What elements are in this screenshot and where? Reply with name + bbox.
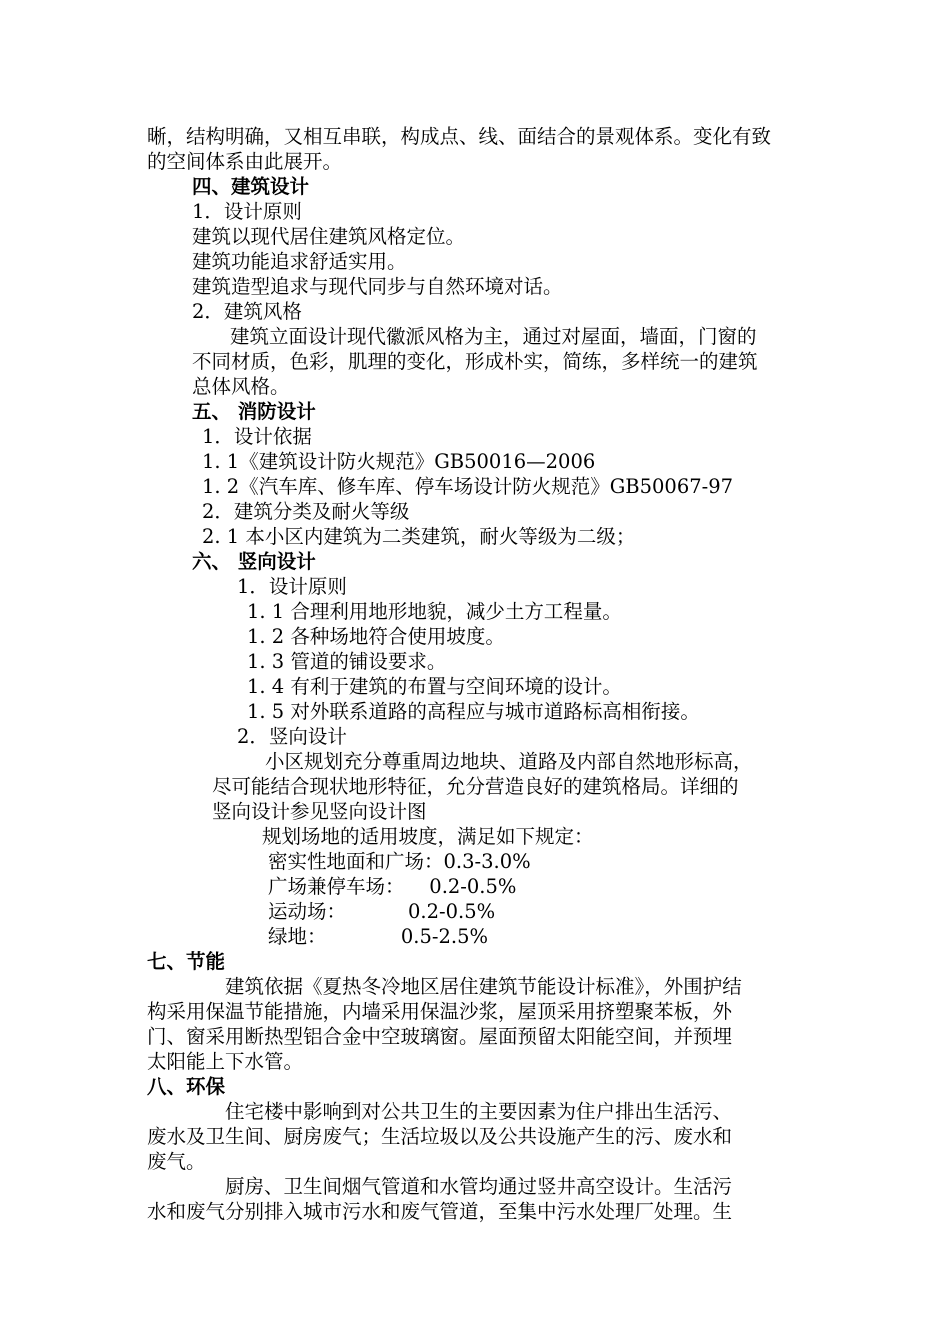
body-line: 小区规划充分尊重周边地块、道路及内部自然地形标高， bbox=[265, 750, 753, 773]
body-line: 废水及卫生间、厨房废气；生活垃圾以及公共设施产生的污、废水和 bbox=[147, 1125, 733, 1148]
body-line: 构采用保温节能措施，内墙采用保温沙浆，屋顶采用挤塑聚苯板，外 bbox=[147, 1000, 733, 1023]
reference-item: 1. 2《汽车库、修车库、停车场设计防火规范》GB50067-97 bbox=[202, 475, 734, 498]
body-line: 的空间体系由此展开。 bbox=[147, 150, 343, 173]
section-heading: 八、环保 bbox=[147, 1075, 226, 1098]
section-heading: 五、 消防设计 bbox=[192, 400, 316, 423]
list-item: 1. 2 各种场地符合使用坡度。 bbox=[247, 625, 505, 648]
list-item: 1. 1 合理利用地形地貌，减少土方工程量。 bbox=[247, 600, 622, 623]
body-line: 不同材质，色彩，肌理的变化，形成朴实，简练，多样统一的建筑 bbox=[192, 350, 758, 373]
slope-item: 绿地： 0.5-2.5% bbox=[268, 925, 489, 948]
subheading: 2．建筑分类及耐火等级 bbox=[202, 500, 410, 523]
body-line: 2. 1 本小区内建筑为二类建筑，耐火等级为二级； bbox=[202, 525, 636, 548]
body-line: 规划场地的适用坡度，满足如下规定： bbox=[262, 825, 594, 848]
subheading: 2．竖向设计 bbox=[237, 725, 347, 748]
slope-item: 运动场： 0.2-0.5% bbox=[268, 900, 496, 923]
subheading: 2．建筑风格 bbox=[192, 300, 302, 323]
subheading: 1．设计原则 bbox=[192, 200, 302, 223]
reference-item: 1. 1《建筑设计防火规范》GB50016—2006 bbox=[202, 450, 596, 473]
body-line: 建筑功能追求舒适实用。 bbox=[192, 250, 407, 273]
body-line: 竖向设计参见竖向设计图 bbox=[212, 800, 427, 823]
body-line: 建筑依据《夏热冬冷地区居住建筑节能设计标准》，外围护结 bbox=[225, 975, 742, 998]
subheading: 1．设计原则 bbox=[237, 575, 347, 598]
body-line: 晰，结构明确，又相互串联，构成点、线、面结合的景观体系。变化有致 bbox=[147, 125, 772, 148]
subheading: 1．设计依据 bbox=[202, 425, 312, 448]
section-heading: 六、 竖向设计 bbox=[192, 550, 316, 573]
body-line: 建筑以现代居住建筑风格定位。 bbox=[192, 225, 466, 248]
body-line: 建筑立面设计现代徽派风格为主，通过对屋面，墙面，门窗的 bbox=[230, 325, 757, 348]
body-line: 尽可能结合现状地形特征，允分营造良好的建筑格局。详细的 bbox=[212, 775, 739, 798]
section-heading: 七、节能 bbox=[147, 950, 226, 973]
body-line: 废气。 bbox=[147, 1150, 206, 1173]
slope-item: 密实性地面和广场：0.3-3.0% bbox=[268, 850, 531, 873]
slope-item: 广场兼停车场： 0.2-0.5% bbox=[268, 875, 517, 898]
section-heading: 四、建筑设计 bbox=[192, 175, 310, 198]
body-line: 建筑造型追求与现代同步与自然环境对话。 bbox=[192, 275, 563, 298]
body-line: 住宅楼中影响到对公共卫生的主要因素为住户排出生活污、 bbox=[225, 1100, 733, 1123]
body-line: 厨房、卫生间烟气管道和水管均通过竖井高空设计。生活污 bbox=[225, 1175, 733, 1198]
body-line: 总体风格。 bbox=[192, 375, 290, 398]
list-item: 1. 3 管道的铺设要求。 bbox=[247, 650, 447, 673]
body-line: 太阳能上下水管。 bbox=[147, 1050, 304, 1073]
body-line: 水和废气分别排入城市污水和废气管道，至集中污水处理厂处理。生 bbox=[147, 1200, 733, 1223]
list-item: 1. 4 有利于建筑的布置与空间环境的设计。 bbox=[247, 675, 622, 698]
list-item: 1. 5 对外联系道路的高程应与城市道路标高相衔接。 bbox=[247, 700, 700, 723]
body-line: 门、窗采用断热型铝合金中空玻璃窗。屋面预留太阳能空间，并预埋 bbox=[147, 1025, 733, 1048]
